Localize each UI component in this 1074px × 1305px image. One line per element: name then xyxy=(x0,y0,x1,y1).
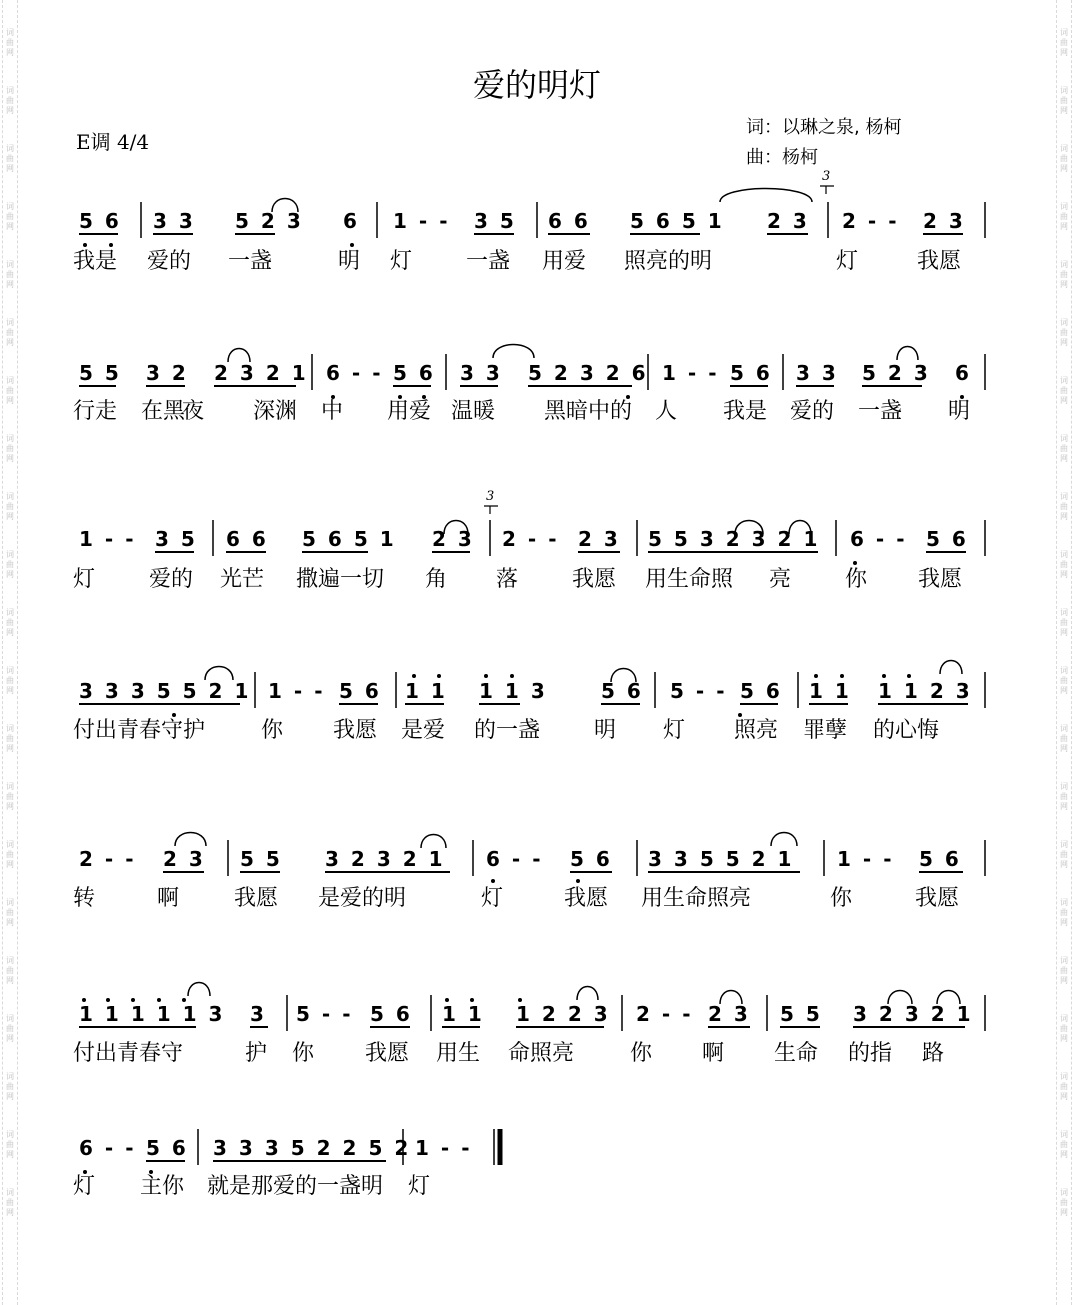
note-group: 5 6 xyxy=(393,361,437,385)
lyric: 中 xyxy=(321,399,344,424)
watermark-mark: 词 曲 网 xyxy=(1060,782,1068,811)
note-group: 2 - - xyxy=(842,209,901,233)
lyricist: 词：以琳之泉, 杨柯 xyxy=(746,117,902,138)
lyric: 啊 xyxy=(702,1041,725,1066)
note-group: 1 1 2 3 xyxy=(878,679,974,703)
lyric: 照亮 xyxy=(734,718,779,743)
note-group: 5 - - xyxy=(670,679,729,703)
lyric: 是爱 xyxy=(401,718,446,743)
watermark-mark: 词 曲 网 xyxy=(6,840,14,869)
low-octave-dot xyxy=(398,395,402,399)
watermark-mark: 词 曲 网 xyxy=(6,260,14,289)
watermark-mark: 词 曲 网 xyxy=(1060,550,1068,579)
lyric: 啊 xyxy=(157,886,180,911)
lyric: 灯 xyxy=(408,1174,431,1199)
lyric: 我愿 xyxy=(918,567,963,592)
note-group: 5 6 xyxy=(926,527,970,551)
watermark-mark: 词 曲 网 xyxy=(1060,28,1068,57)
lyric: 灯 xyxy=(390,249,413,274)
note-group: 3 5 xyxy=(474,209,518,233)
triplet-bracket xyxy=(820,186,834,194)
lyric: 撒遍一切 xyxy=(296,567,385,592)
high-octave-dot xyxy=(106,998,110,1002)
watermark-mark: 词 曲 网 xyxy=(1060,492,1068,521)
watermark-mark: 词 曲 网 xyxy=(1060,898,1068,927)
low-octave-dot xyxy=(738,713,742,717)
lyric: 我愿 xyxy=(572,567,617,592)
watermark-mark: 词 曲 网 xyxy=(1060,1188,1068,1217)
low-octave-dot xyxy=(172,713,176,717)
watermark-mark: 词 曲 网 xyxy=(6,666,14,695)
slur xyxy=(940,661,962,675)
note-group: 6 6 xyxy=(548,209,592,233)
watermark-mark: 词 曲 网 xyxy=(6,376,14,405)
note-group: 2 3 xyxy=(767,209,811,233)
lyric: 我愿 xyxy=(333,718,378,743)
lyric: 我愿 xyxy=(564,886,609,911)
watermark-mark: 词 曲 网 xyxy=(6,956,14,985)
lyric: 我愿 xyxy=(234,886,279,911)
watermark-mark: 词 曲 网 xyxy=(6,1072,14,1101)
watermark-mark: 词 曲 网 xyxy=(6,724,14,753)
lyric: 罪孽 xyxy=(803,718,848,743)
watermark-mark: 词 曲 网 xyxy=(1060,956,1068,985)
lyric: 爱的 xyxy=(149,567,194,592)
slur xyxy=(897,347,918,361)
lyric: 路 xyxy=(922,1041,945,1066)
note-group: 2 3 xyxy=(708,1002,752,1026)
note-group: 1 - - xyxy=(268,679,327,703)
lyric: 灯 xyxy=(663,718,686,743)
lyric: 明 xyxy=(338,249,361,274)
note-group: 1 1 3 xyxy=(479,679,549,703)
composer: 曲：杨柯 xyxy=(746,147,818,168)
lyric: 我是 xyxy=(73,249,118,274)
lyric: 一盏 xyxy=(858,399,903,424)
lyric: 用生命照 xyxy=(645,567,734,592)
high-octave-dot xyxy=(131,998,135,1002)
note-group: 1 1 xyxy=(809,679,853,703)
low-octave-dot xyxy=(109,243,113,247)
note-group: 6 - - xyxy=(486,847,545,871)
note-group: 5 6 xyxy=(740,679,784,703)
watermark-mark: 词 曲 网 xyxy=(6,608,14,637)
watermark-mark: 词 曲 网 xyxy=(6,782,14,811)
lyric: 你 xyxy=(830,886,853,911)
high-octave-dot xyxy=(882,674,886,678)
note-group: 3 2 3 2 1 xyxy=(853,1002,975,1026)
note-group: 3 xyxy=(250,1002,268,1026)
lyric: 护 xyxy=(245,1041,268,1066)
lyric: 你 xyxy=(845,567,868,592)
lyric: 我是 xyxy=(723,399,768,424)
slur xyxy=(421,835,446,849)
high-octave-dot xyxy=(840,674,844,678)
lyric: 用生 xyxy=(436,1041,481,1066)
low-octave-dot xyxy=(331,395,335,399)
high-octave-dot xyxy=(445,998,449,1002)
low-octave-dot xyxy=(853,561,857,565)
note-group: 5 2 3 xyxy=(862,361,932,385)
note-group: 1 1 xyxy=(405,679,449,703)
low-octave-dot xyxy=(960,395,964,399)
lyric: 用爱 xyxy=(542,249,587,274)
note-group: 5 6 xyxy=(570,847,614,871)
low-octave-dot xyxy=(576,879,580,883)
high-octave-dot xyxy=(470,998,474,1002)
lyric: 爱的 xyxy=(147,249,192,274)
lyric: 命照亮 xyxy=(508,1041,575,1066)
watermark-mark: 词 曲 网 xyxy=(6,898,14,927)
watermark-mark: 词 曲 网 xyxy=(6,550,14,579)
high-octave-dot xyxy=(518,998,522,1002)
slur xyxy=(493,345,534,359)
note-group: 6 6 xyxy=(226,527,270,551)
watermark-mark: 词 曲 网 xyxy=(6,144,14,173)
lyric: 就是那爱的一盏明 xyxy=(207,1174,384,1199)
watermark-mark: 词 曲 网 xyxy=(6,1130,14,1159)
lyric: 亮 xyxy=(769,567,792,592)
note-group: 5 6 xyxy=(79,209,123,233)
low-octave-dot xyxy=(149,1170,153,1174)
lyric: 人 xyxy=(655,399,678,424)
watermark-mark: 词 曲 网 xyxy=(1060,1072,1068,1101)
key-signature: E调 4/4 xyxy=(76,130,150,154)
watermark-mark: 词 曲 网 xyxy=(6,202,14,231)
note-group: 5 6 xyxy=(146,1136,190,1160)
note-group: 2 - - xyxy=(502,527,561,551)
note-group: 6 - - xyxy=(326,361,385,385)
lyric: 我愿 xyxy=(365,1041,410,1066)
lyric: 主你 xyxy=(140,1174,185,1199)
low-octave-dot xyxy=(83,243,87,247)
lyric: 照亮的明 xyxy=(624,249,713,274)
slur xyxy=(175,833,206,847)
note-group: 1 1 xyxy=(442,1002,486,1026)
lyric: 你 xyxy=(630,1041,653,1066)
high-octave-dot xyxy=(437,674,441,678)
lyric: 你 xyxy=(261,718,284,743)
note-group: 1 1 1 1 1 3 xyxy=(79,1002,227,1026)
note-group: 5 6 5 1 xyxy=(302,527,398,551)
lyric: 明 xyxy=(948,399,971,424)
note-group: 5 - - xyxy=(296,1002,355,1026)
watermark-mark: 词 曲 网 xyxy=(1060,86,1068,115)
note-group: 5 5 xyxy=(240,847,284,871)
watermark-mark: 词 曲 网 xyxy=(1060,434,1068,463)
note-group: 3 3 3 5 5 2 1 xyxy=(79,679,253,703)
lyric: 的指 xyxy=(848,1041,893,1066)
note-group: 5 5 3 2 3 2 1 xyxy=(648,527,822,551)
lyric: 爱的 xyxy=(790,399,835,424)
lyric: 一盏 xyxy=(466,249,511,274)
low-octave-dot xyxy=(422,395,426,399)
lyric: 我愿 xyxy=(917,249,962,274)
slur xyxy=(188,983,210,997)
note-group: 1 - - xyxy=(393,209,452,233)
note-group: 3 3 xyxy=(796,361,840,385)
lyric: 灯 xyxy=(481,886,504,911)
lyric: 用生命照亮 xyxy=(641,886,752,911)
watermark-mark: 词 曲 网 xyxy=(6,492,14,521)
watermark-mark: 词 曲 网 xyxy=(6,28,14,57)
note-group: 3 2 3 2 1 xyxy=(325,847,447,871)
note-group: 2 - - xyxy=(79,847,138,871)
lyric: 温暖 xyxy=(451,399,496,424)
note-group: 1 - - xyxy=(415,1136,474,1160)
high-octave-dot xyxy=(157,998,161,1002)
watermark-mark: 词 曲 网 xyxy=(1060,724,1068,753)
note-group: 5 2 3 2 6 xyxy=(528,361,650,385)
note-group: 5 5 xyxy=(780,1002,824,1026)
watermark-mark: 词 曲 网 xyxy=(1060,1014,1068,1043)
note-group: 2 3 xyxy=(923,209,967,233)
watermark-mark: 词 曲 网 xyxy=(1060,202,1068,231)
high-octave-dot xyxy=(907,674,911,678)
note-group: 1 - - xyxy=(79,527,138,551)
lyric: 灯 xyxy=(73,1174,96,1199)
note-group: 1 2 2 3 xyxy=(516,1002,612,1026)
low-octave-dot xyxy=(350,243,354,247)
high-octave-dot xyxy=(182,998,186,1002)
watermark-mark: 词 曲 网 xyxy=(1060,318,1068,347)
watermark-mark: 词 曲 网 xyxy=(6,1014,14,1043)
note-group: 2 3 xyxy=(578,527,622,551)
lyric: 转 xyxy=(73,886,96,911)
lyric: 明 xyxy=(594,718,617,743)
high-octave-dot xyxy=(412,674,416,678)
low-octave-dot xyxy=(491,879,495,883)
note-group: 2 3 2 1 xyxy=(214,361,310,385)
slur xyxy=(577,987,598,1001)
note-group: 6 xyxy=(955,361,973,385)
triplet-bracket xyxy=(484,506,498,514)
note-group: 5 6 xyxy=(919,847,963,871)
lyric: 夜 xyxy=(182,399,205,424)
note-group: 5 6 xyxy=(370,1002,414,1026)
lyric: 行走 xyxy=(73,399,118,424)
high-octave-dot xyxy=(814,674,818,678)
watermark-mark: 词 曲 网 xyxy=(6,318,14,347)
lyric: 的一盏 xyxy=(474,718,541,743)
note-group: 5 5 xyxy=(79,361,123,385)
song-title: 爱的明灯 xyxy=(472,66,601,104)
high-octave-dot xyxy=(484,674,488,678)
lyric: 光芒 xyxy=(220,567,265,592)
lyric: 黑暗中的 xyxy=(544,399,633,424)
triplet-number: 3 xyxy=(486,489,495,504)
watermark-mark: 词 曲 网 xyxy=(1060,840,1068,869)
slur xyxy=(720,189,812,203)
lyric: 我愿 xyxy=(915,886,960,911)
watermark-mark: 词 曲 网 xyxy=(1060,608,1068,637)
watermark-mark: 词 曲 网 xyxy=(1060,666,1068,695)
watermark-mark: 词 曲 网 xyxy=(1060,260,1068,289)
slur xyxy=(771,833,797,847)
high-octave-dot xyxy=(510,674,514,678)
triplet-number: 3 xyxy=(822,169,831,184)
lyric: 是爱的明 xyxy=(318,886,407,911)
note-group: 5 2 3 xyxy=(235,209,305,233)
lyric: 付出青春守 xyxy=(73,1041,184,1066)
note-group: 3 3 xyxy=(153,209,197,233)
lyric: 一盏 xyxy=(228,249,273,274)
lyric: 付出青春守护 xyxy=(73,718,206,743)
note-group: 2 3 xyxy=(163,847,207,871)
note-group: 1 - - xyxy=(837,847,896,871)
note-group: 5 6 xyxy=(601,679,645,703)
lyric: 灯 xyxy=(73,567,96,592)
note-group: 2 3 xyxy=(432,527,476,551)
low-octave-dot xyxy=(83,1170,87,1174)
note-group: 6 - - xyxy=(79,1136,138,1160)
lyric: 深渊 xyxy=(253,399,298,424)
note-group: 3 3 xyxy=(460,361,504,385)
watermark-mark: 词 曲 网 xyxy=(6,86,14,115)
note-group: 5 6 xyxy=(730,361,774,385)
low-octave-dot xyxy=(626,395,630,399)
note-group: 3 3 5 5 2 1 xyxy=(648,847,796,871)
lyric: 用爱 xyxy=(387,399,432,424)
note-group: 3 5 xyxy=(155,527,199,551)
note-group: 5 6 xyxy=(339,679,383,703)
lyric: 你 xyxy=(292,1041,315,1066)
note-group: 2 - - xyxy=(636,1002,695,1026)
slur xyxy=(205,667,233,681)
lyric: 角 xyxy=(425,567,448,592)
note-group: 1 - - xyxy=(662,361,721,385)
note-group: 5 6 5 1 xyxy=(630,209,726,233)
watermark-mark: 词 曲 网 xyxy=(1060,144,1068,173)
lyric: 生命 xyxy=(774,1041,819,1066)
lyric: 的心悔 xyxy=(873,718,940,743)
note-group: 6 xyxy=(343,209,361,233)
lyric: 在黑 xyxy=(141,399,186,424)
high-octave-dot xyxy=(82,998,86,1002)
slur xyxy=(228,349,250,363)
note-group: 6 - - xyxy=(850,527,909,551)
watermark-mark: 词 曲 网 xyxy=(1060,376,1068,405)
note-group: 3 2 xyxy=(146,361,190,385)
note-group: 3 3 3 5 2 2 5 2 xyxy=(213,1136,413,1160)
watermark-mark: 词 曲 网 xyxy=(6,434,14,463)
watermark-mark: 词 曲 网 xyxy=(6,1188,14,1217)
lyric: 落 xyxy=(496,567,519,592)
watermark-mark: 词 曲 网 xyxy=(1060,1130,1068,1159)
lyric: 灯 xyxy=(836,249,859,274)
